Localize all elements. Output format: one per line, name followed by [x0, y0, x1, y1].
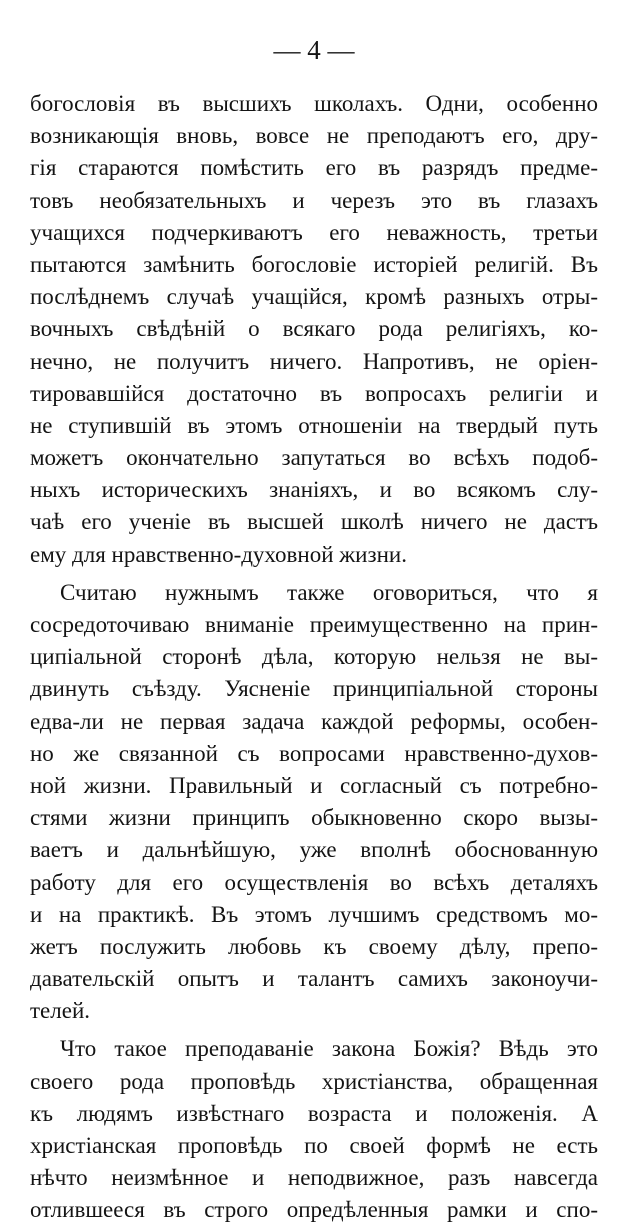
text-line: тировавшійся достаточно въ вопросахъ религіи и: [30, 380, 598, 406]
text-line: гія стараются помѣстить его въ разрядъ предме-: [30, 155, 598, 181]
text-line: стями жизни принципъ обыкновенно скоро вызы-: [30, 805, 598, 831]
text-line: не ступившій въ этомъ отношеніи на твердый путь: [30, 412, 598, 438]
text-line: къ людямъ извѣстнаго возраста и положенія. А: [30, 1100, 598, 1126]
text-line: ваетъ и дальнѣйшую, уже вполнѣ обоснованную: [30, 837, 598, 863]
text-line: ципіальной сторонѣ дѣла, которую нельзя не вы-: [30, 644, 598, 670]
text-line: богословія въ высшихъ школахъ. Одни, особенно: [30, 91, 598, 116]
text-line: вочныхъ свѣдѣній о всякаго рода религіяхъ, ко-: [30, 316, 598, 342]
text-line: можетъ окончательно запутаться во всѣхъ подоб-: [30, 445, 598, 471]
text-line: чаѣ его ученіе въ высшей школѣ ничего не дастъ: [30, 509, 598, 535]
paragraph-3: [30, 1033, 598, 1226]
text-line: жетъ послужить любовь къ своему дѣлу, препо-: [30, 933, 598, 959]
text-line: ему для нравственно-духовной жизни.: [30, 541, 407, 567]
text-line: возникающія вновь, вовсе не преподаютъ его, дру-: [30, 123, 598, 149]
text-line: ной жизни. Правильный и согласный съ потребно-: [30, 772, 598, 798]
text-line: и на практикѣ. Въ этомъ лучшимъ средствомъ мо-: [30, 901, 598, 927]
text-line: своего рода проповѣдь христіанства, обращенная: [30, 1068, 598, 1094]
text-line: товъ необязательныхъ и черезъ это въ глазахъ: [30, 187, 598, 213]
text-line: нечно, не получитъ ничего. Напротивъ, не оріен-: [30, 348, 598, 374]
text-line: едва-ли не первая задача каждой реформы, особен-: [30, 708, 598, 734]
text-line: христіанская проповѣдь по своей формѣ не есть: [30, 1133, 598, 1158]
text-line: сосредоточиваю вниманіе преимущественно на прин-: [30, 612, 598, 637]
text-line: давательскій опытъ и талантъ самихъ законоучи-: [30, 966, 598, 992]
paragraph-2: [30, 577, 598, 1028]
text-line: но же связанной съ вопросами нравственно-духов-: [30, 740, 598, 766]
text-line: телей.: [30, 998, 91, 1024]
text-line: Считаю нужнымъ также оговориться, что я: [60, 579, 598, 605]
text-line: отлившееся въ строго опредѣленныя рамки и спо-: [30, 1197, 598, 1223]
text-line: пытаются замѣнить богословіе исторіей религій. Въ: [30, 251, 598, 277]
text-line: двинуть съѣзду. Уясненіе принципіальной стороны: [30, 676, 598, 702]
text-line: Что такое преподаваніе закона Божія? Вѣдь это: [60, 1036, 598, 1062]
page-number: — 4 —: [273, 35, 355, 65]
text-line: нѣчто неизмѣнное и неподвижное, разъ навсегда: [30, 1165, 598, 1191]
paragraph-1: [30, 88, 598, 571]
text-line: ныхъ историческихъ знаніяхъ, и во всякомъ слу-: [30, 477, 598, 503]
text-line: учащихся подчеркиваютъ его неважность, третьи: [30, 219, 598, 245]
text-line: послѣднемъ случаѣ учащійся, кромѣ разныхъ отры-: [30, 284, 598, 310]
text-line: работу для его осуществленія во всѣхъ деталяхъ: [30, 869, 598, 895]
page-body: [30, 88, 598, 1227]
